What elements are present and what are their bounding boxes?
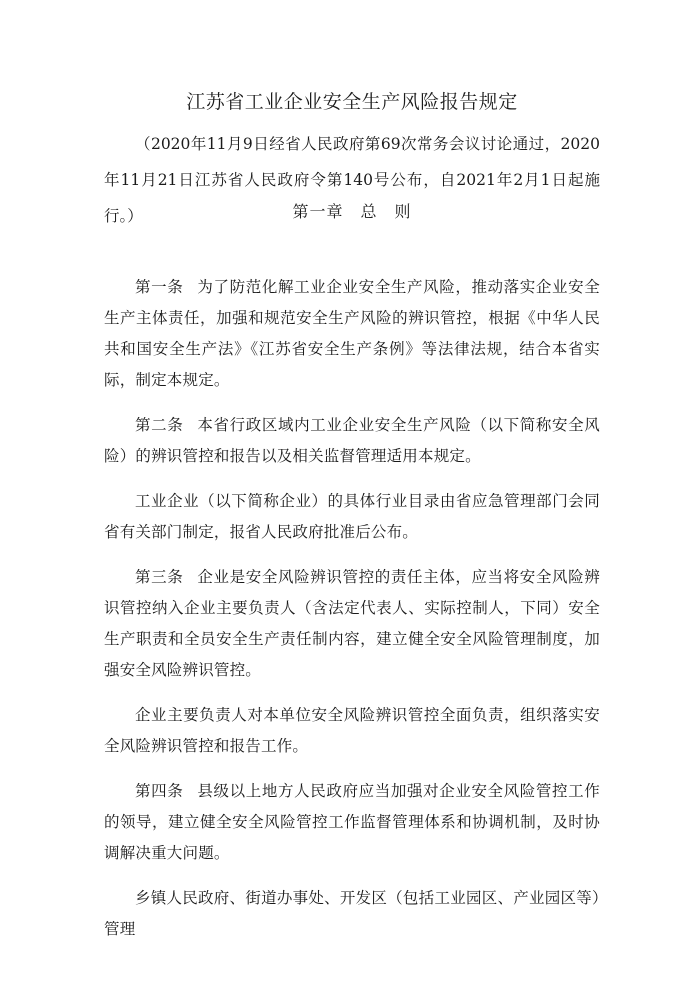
article-4-clause-2 (104, 883, 600, 945)
article-2-clause-2 (104, 486, 600, 548)
article-text: 企业是安全风险辨识管控的责任主体，应当将安全风险辨识管控纳入企业主要负责人（含法定代表人、实际控制人，下同）安全生产职责和全员安全生产责任制内容，建立健全安全风险管理制度，加强安全风险辨识管控。 (104, 568, 600, 679)
article-text: 乡镇人民政府、街道办事处、开发区（包括工业园区、产业园区等）管理 (104, 889, 600, 938)
article-text: 企业主要负责人对本单位安全风险辨识管控全面负责，组织落实安全风险辨识管控和报告工作。 (104, 706, 600, 755)
article-1 (104, 272, 600, 396)
article-label: 第一条 (135, 278, 184, 296)
article-label: 第四条 (135, 782, 184, 800)
document-subtitle: （2020年11月9日经省人民政府第69次常务会议讨论通过，2020年11月21日江苏省人民政府令第140号公布，自2021年2月1日起施行。） (104, 135, 600, 225)
chapter-heading: 第一章 总 则 (292, 202, 412, 221)
document-title: 江苏省工业企业安全生产风险报告规定 (186, 91, 518, 113)
article-3 (104, 562, 600, 686)
article-label: 第二条 (135, 416, 184, 434)
article-label: 第三条 (135, 568, 184, 586)
article-3-clause-2 (104, 700, 600, 762)
article-text: 工业企业（以下简称企业）的具体行业目录由省应急管理部门会同省有关部门制定，报省人民政府批准后公布。 (104, 492, 600, 541)
article-text: 为了防范化解工业企业安全生产风险，推动落实企业安全生产主体责任，加强和规范安全生产风险的辨识管控，根据《中华人民共和国安全生产法》《江苏省安全生产条例》等法律法规，结合本省实际，制定本规定。 (104, 278, 600, 389)
article-text: 县级以上地方人民政府应当加强对企业安全风险管控工作的领导，建立健全安全风险管控工作监督管理体系和协调机制，及时协调解决重大问题。 (104, 782, 600, 862)
article-4 (104, 776, 600, 869)
document-body (104, 272, 600, 959)
article-2 (104, 410, 600, 472)
article-text: 本省行政区域内工业企业安全生产风险（以下简称安全风险）的辨识管控和报告以及相关监督管理适用本规定。 (104, 416, 600, 465)
document-page (104, 0, 600, 990)
